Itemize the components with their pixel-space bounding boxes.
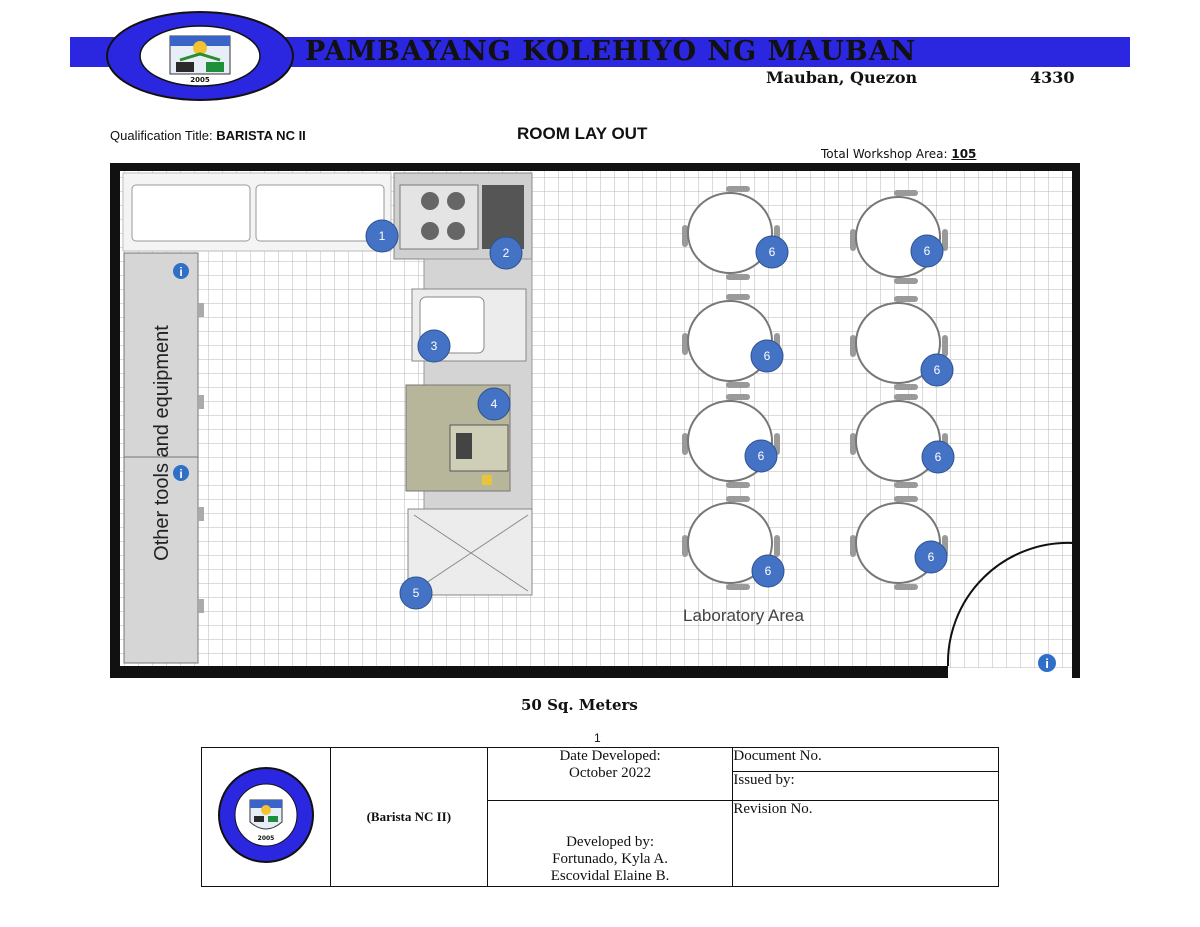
marker-4: 4: [490, 397, 498, 411]
svg-text:i: i: [179, 265, 183, 279]
issued-by: Issued by:: [733, 772, 999, 801]
date-developed-value: October 2022: [569, 765, 652, 781]
seal-year: 2005: [190, 76, 210, 84]
school-zip: 4330: [1030, 68, 1075, 87]
floor-plan: [110, 163, 1080, 678]
school-name: PAMBAYANG KOLEHIYO NG MAUBAN: [305, 36, 917, 67]
header-banner-subbar: [290, 67, 1130, 92]
school-seal-logo: [104, 10, 296, 102]
marker-6d: 6: [933, 363, 941, 377]
document-control-table: [201, 747, 999, 887]
marker-3: 3: [430, 339, 438, 353]
page-number: 1: [594, 731, 601, 745]
total-area-label: Total Workshop Area:: [821, 147, 948, 161]
document-title: ROOM LAY OUT: [517, 124, 648, 143]
developer-1: Fortunado, Kyla A.: [552, 851, 668, 867]
school-location: Mauban, Quezon: [766, 68, 918, 87]
date-developed-cell: [487, 748, 733, 801]
revision-no: Revision No.: [733, 801, 999, 887]
side-storage-label: Other tools and equipment: [151, 325, 173, 561]
marker-6g: 6: [764, 564, 772, 578]
marker-2: 2: [502, 246, 510, 260]
total-workshop-area: [821, 147, 976, 161]
qualification-title: [110, 128, 306, 143]
footer-seal-year: 2005: [257, 834, 275, 842]
document-no: Document No.: [733, 748, 999, 772]
footer-seal-logo: [216, 760, 316, 870]
marker-6e: 6: [757, 449, 765, 463]
marker-5: 5: [412, 586, 420, 600]
developed-by-cell: [487, 801, 733, 887]
program-name: (Barista NC II): [330, 748, 487, 887]
developed-by-label: Developed by:: [566, 834, 654, 850]
qualification-label: Qualification Title:: [110, 128, 213, 143]
marker-6c: 6: [763, 349, 771, 363]
marker-6a: 6: [768, 245, 776, 259]
qualification-value: BARISTA NC II: [216, 128, 306, 143]
marker-1: 1: [378, 229, 386, 243]
laboratory-area-label: Laboratory Area: [683, 606, 804, 625]
developer-2: Escovidal Elaine B.: [550, 868, 670, 884]
area-caption: 50 Sq. Meters: [521, 696, 638, 714]
date-developed-label: Date Developed:: [559, 748, 661, 764]
marker-6f: 6: [934, 450, 942, 464]
footer-logo-cell: [202, 748, 331, 887]
total-area-value: 105: [951, 147, 977, 161]
svg-text:i: i: [1045, 656, 1049, 671]
marker-6b: 6: [923, 244, 931, 258]
marker-6h: 6: [927, 550, 935, 564]
svg-text:i: i: [179, 467, 183, 481]
